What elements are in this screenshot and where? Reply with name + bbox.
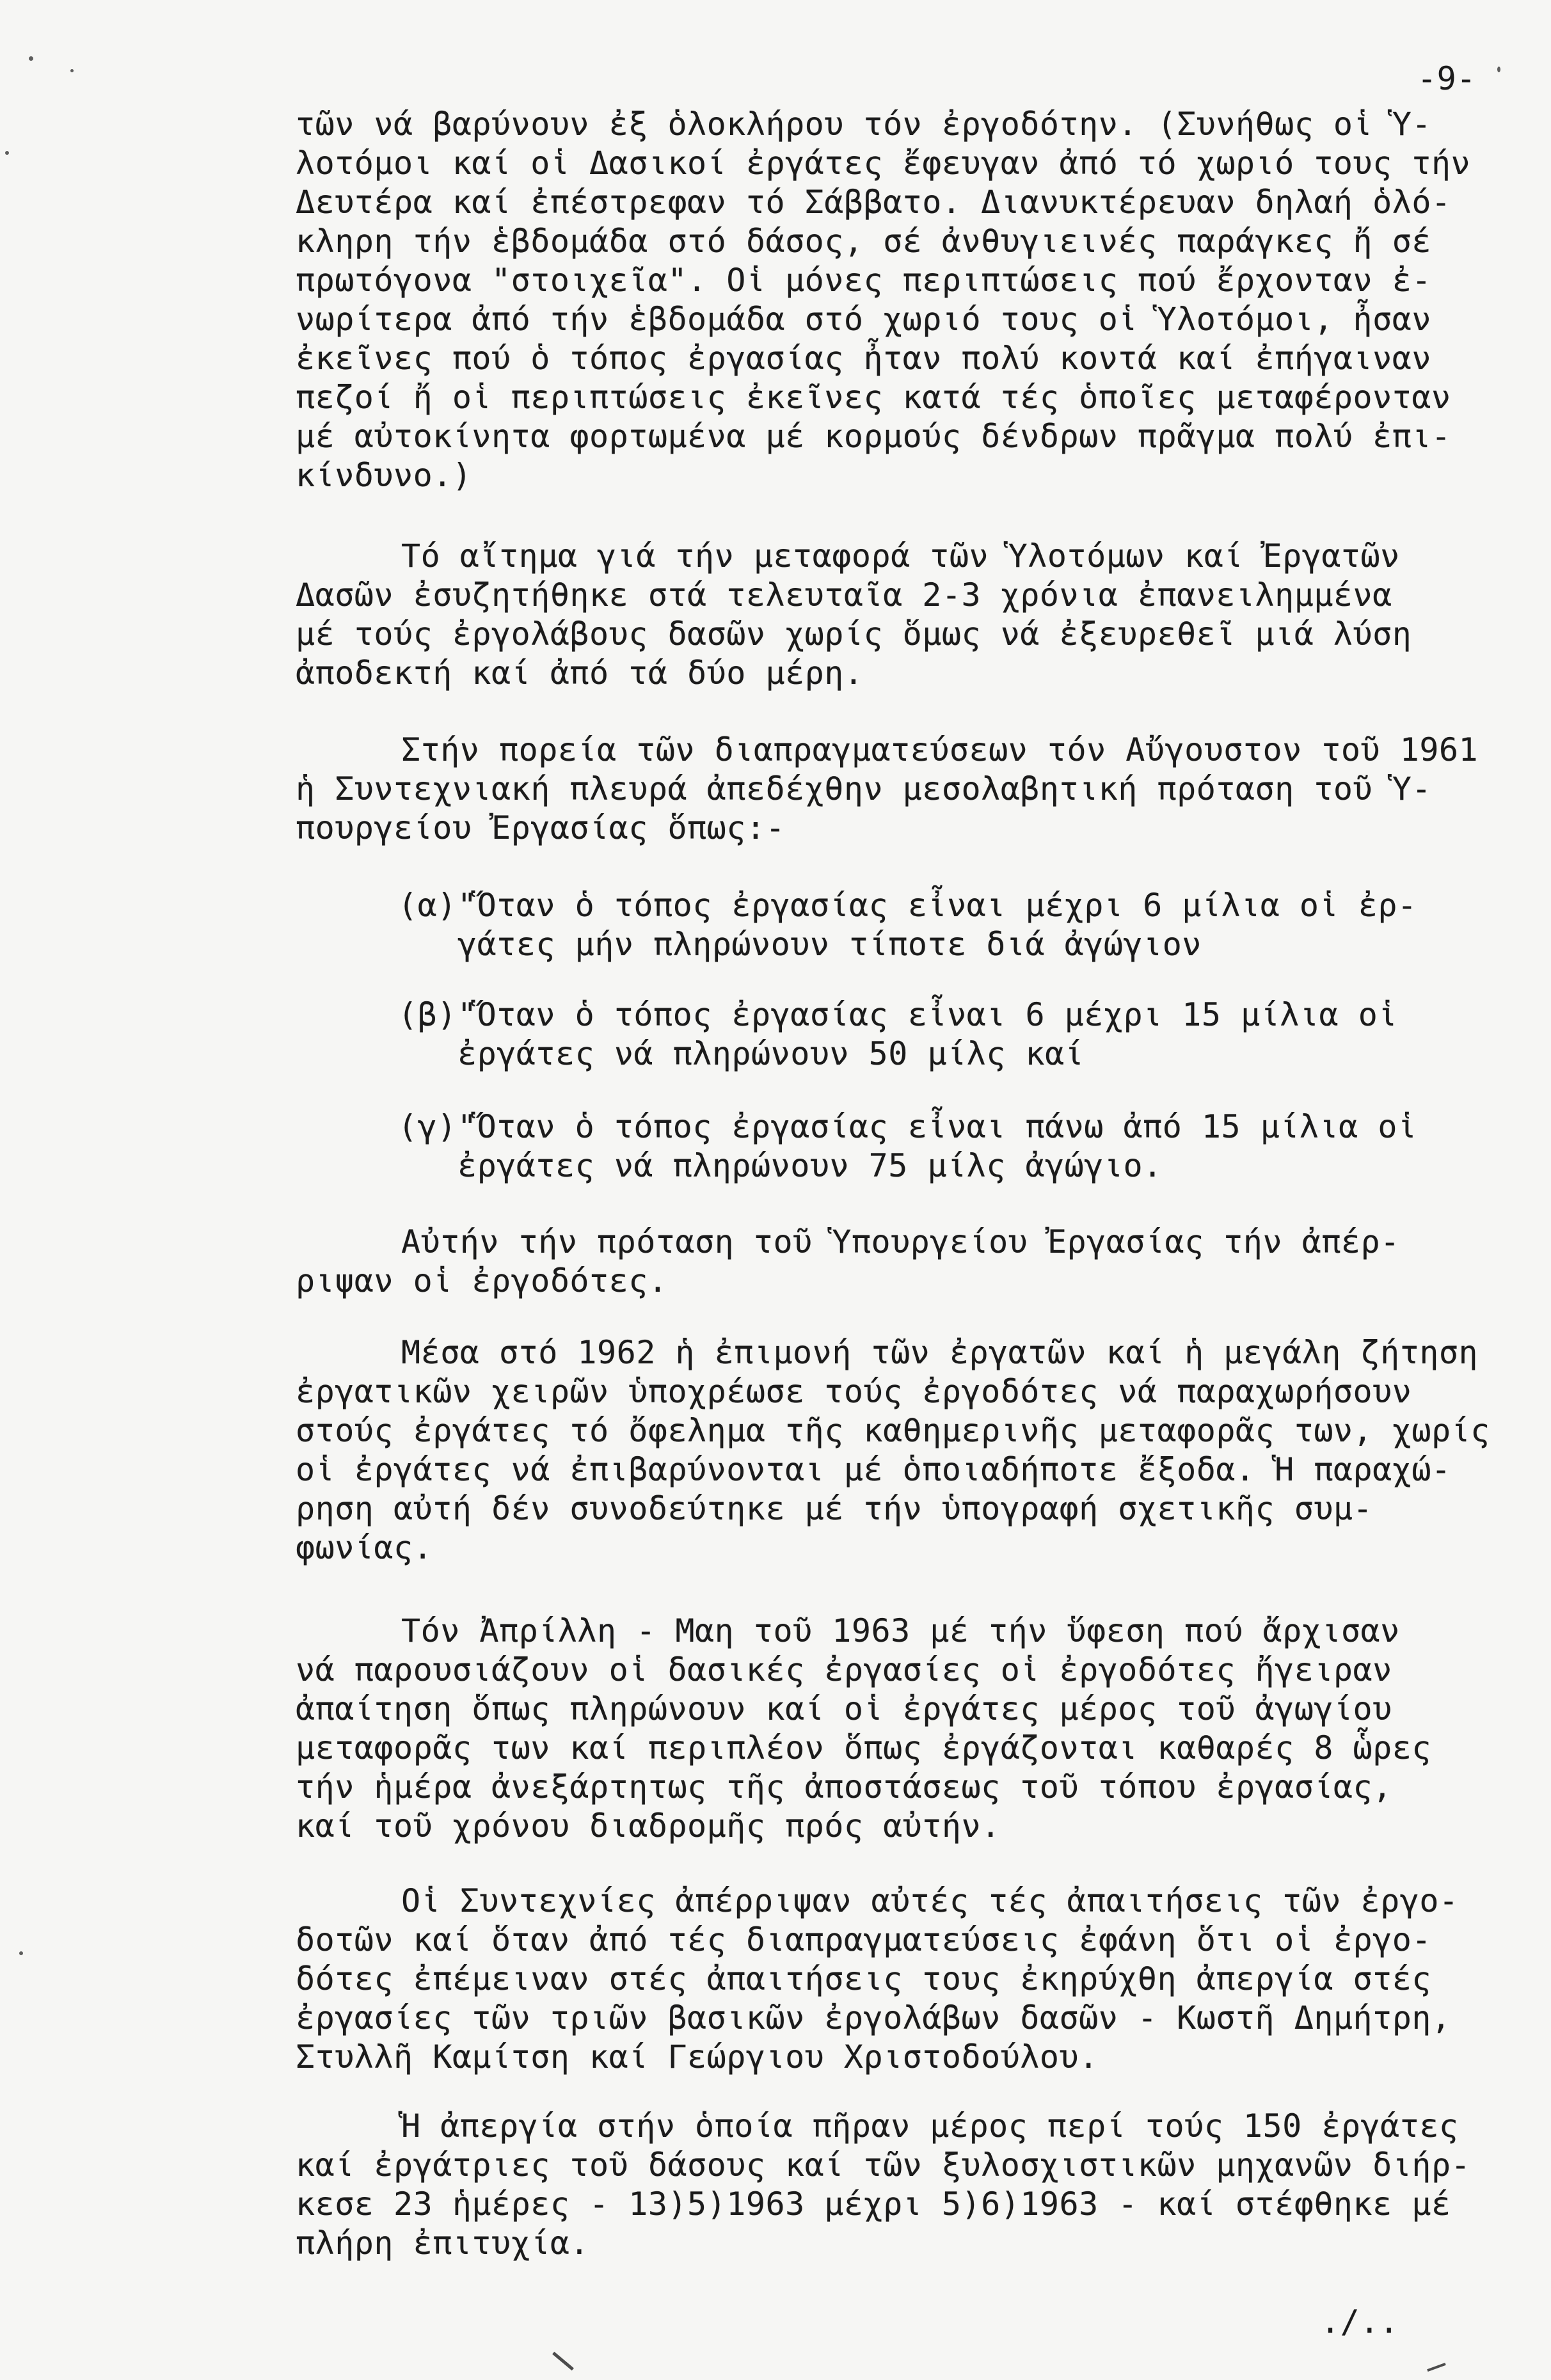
text-line: μεταφορᾶς των καί περιπλέον ὅπως ἐργάζονται καθαρές 8 ὧρες bbox=[296, 1729, 1431, 1766]
text-line: "Ὅταν ὁ τόπος ἐργασίας εἶναι 6 μέχρι 15 μίλια οἱ bbox=[457, 996, 1397, 1033]
text-line: κεσε 23 ἡμέρες - 13)5)1963 μέχρι 5)6)1963 - καί στέφθηκε μέ bbox=[296, 2186, 1451, 2223]
text-line: ρηση αὐτή δέν συνοδεύτηκε μέ τήν ὑπογραφή σχετικῆς συμ- bbox=[296, 1490, 1373, 1527]
list-item bbox=[398, 1107, 1417, 1186]
text-line: κίνδυνο.) bbox=[296, 457, 472, 494]
paragraph bbox=[296, 537, 1412, 693]
list-item-label: (γ) bbox=[398, 1108, 457, 1145]
text-line: οἱ ἐργάτες νά ἐπιβαρύνονται μέ ὁποιαδήποτε ἔξοδα. Ἡ παραχώ- bbox=[296, 1451, 1451, 1488]
paragraph bbox=[296, 731, 1478, 848]
paragraph bbox=[296, 1612, 1431, 1846]
text-line: καί τοῦ χρόνου διαδρομῆς πρός αὐτήν. bbox=[296, 1807, 1001, 1844]
text-line: νά παρουσιάζουν οἱ δασικές ἐργασίες οἱ ἐργοδότες ἤγειραν bbox=[296, 1651, 1392, 1688]
text-line: "Ὅταν ὁ τόπος ἐργασίας εἶναι πάνω ἀπό 15 μίλια οἱ bbox=[457, 1108, 1417, 1145]
text-line: ἐκεῖνες πού ὁ τόπος ἐργασίας ἦταν πολύ κοντά καί ἐπήγαιναν bbox=[296, 340, 1431, 377]
text-line: νωρίτερα ἀπό τήν ἑβδομάδα στό χωριό τους οἱ Ὑλοτόμοι, ἦσαν bbox=[296, 301, 1431, 338]
text-line: ἀπαίτηση ὅπως πληρώνουν καί οἱ ἐργάτες μέρος τοῦ ἀγωγίου bbox=[296, 1690, 1392, 1727]
text-line: καί ἐργάτριες τοῦ δάσους καί τῶν ξυλοσχιστικῶν μηχανῶν διήρ- bbox=[296, 2146, 1471, 2184]
scan-speck bbox=[552, 2352, 574, 2371]
text-line: δοτῶν καί ὅταν ἀπό τές διαπραγματεύσεις ἐφάνη ὅτι οἱ ἐργο- bbox=[296, 1921, 1431, 1958]
text-line: Οἱ Συντεχνίες ἀπέρριψαν αὐτές τές ἀπαιτήσεις τῶν ἐργο- bbox=[401, 1882, 1459, 1919]
text-line: Τό αἴτημα γιά τήν μεταφορά τῶν Ὑλοτόμων καί Ἐργατῶν bbox=[401, 537, 1400, 575]
text-line: πλήρη ἐπιτυχία. bbox=[296, 2225, 590, 2262]
text-line: κληρη τήν ἑβδομάδα στό δάσος, σέ ἀνθυγιεινές παράγκες ἤ σέ bbox=[296, 223, 1431, 260]
text-line: ἐργάτες νά πληρώνουν 75 μίλς ἀγώγιο. bbox=[457, 1147, 1163, 1184]
text-line: ἡ Συντεχνιακή πλευρά ἀπεδέχθην μεσολαβητική πρόταση τοῦ Ὑ- bbox=[296, 770, 1431, 807]
paragraph bbox=[296, 1882, 1459, 2077]
scan-speck bbox=[1427, 2363, 1446, 2372]
page-number: -9- bbox=[1417, 60, 1476, 97]
text-line: Τόν Ἀπρίλλη - Μαη τοῦ 1963 μέ τήν ὕφεση πού ἄρχισαν bbox=[401, 1612, 1400, 1649]
scan-speck bbox=[70, 69, 74, 72]
paragraph bbox=[296, 1223, 1400, 1301]
paragraph bbox=[296, 105, 1470, 495]
text-line: πουργείου Ἐργασίας ὅπως:- bbox=[296, 809, 786, 846]
text-line: γάτες μήν πληρώνουν τίποτε διά ἀγώγιον bbox=[457, 926, 1202, 963]
text-line: λοτόμοι καί οἱ Δασικοί ἐργάτες ἔφευγαν ἀπό τό χωριό τους τήν bbox=[296, 145, 1471, 182]
text-line: Μέσα στό 1962 ἡ ἐπιμονή τῶν ἐργατῶν καί ἡ μεγάλη ζήτηση bbox=[401, 1334, 1479, 1371]
text-line: Στυλλῆ Καμίτση καί Γεώργιου Χριστοδούλου. bbox=[296, 2038, 1099, 2075]
text-line: Δευτέρα καί ἐπέστρεφαν τό Σάββατο. Διανυκτέρευαν δηλαή ὁλό- bbox=[296, 184, 1451, 221]
list-item bbox=[398, 996, 1397, 1074]
text-line: πρωτόγονα "στοιχεῖα". Οἱ μόνες περιπτώσεις πού ἔρχονταν ἐ- bbox=[296, 262, 1431, 299]
scan-speck bbox=[5, 151, 9, 155]
list-item bbox=[398, 886, 1417, 964]
text-line: ἐργασίες τῶν τριῶν βασικῶν ἐργολάβων δασῶν - Κωστῆ Δημήτρη, bbox=[296, 1999, 1451, 2036]
text-line: μέ αὐτοκίνητα φορτωμένα μέ κορμούς δένδρων πρᾶγμα πολύ ἐπι- bbox=[296, 418, 1451, 455]
text-line: ἐργάτες νά πληρώνουν 50 μίλς καί bbox=[457, 1035, 1085, 1072]
scan-speck bbox=[29, 56, 33, 61]
text-line: Στήν πορεία τῶν διαπραγματεύσεων τόν Αὔγουστον τοῦ 1961 bbox=[401, 731, 1479, 768]
list-item-label: (α) bbox=[398, 887, 457, 924]
text-line: ἐργατικῶν χειρῶν ὑποχρέωσε τούς ἐργοδότες νά παραχωρήσουν bbox=[296, 1373, 1412, 1410]
text-line: στούς ἐργάτες τό ὄφελημα τῆς καθημερινῆς μεταφορᾶς των, χωρίς bbox=[296, 1412, 1490, 1449]
text-line: Ἡ ἀπεργία στήν ὁποία πῆραν μέρος περί τούς 150 ἐργάτες bbox=[401, 2107, 1459, 2145]
text-line: τήν ἡμέρα ἀνεξάρτητως τῆς ἀποστάσεως τοῦ τόπου ἐργασίας, bbox=[296, 1768, 1392, 1805]
text-line: ριψαν οἱ ἐργοδότες. bbox=[296, 1262, 668, 1299]
text-line: φωνίας. bbox=[296, 1529, 433, 1566]
text-line: "Ὅταν ὁ τόπος ἐργασίας εἶναι μέχρι 6 μίλια οἱ ἐρ- bbox=[457, 887, 1417, 924]
text-line: Δασῶν ἐσυζητήθηκε στά τελευταῖα 2-3 χρόνια ἐπανειλημμένα bbox=[296, 576, 1392, 614]
text-line: δότες ἐπέμειναν στές ἀπαιτήσεις τους ἐκηρύχθη ἀπεργία στές bbox=[296, 1960, 1431, 1997]
text-line: ἀποδεκτή καί ἀπό τά δύο μέρη. bbox=[296, 654, 864, 692]
text-line: πεζοί ἤ οἱ περιπτώσεις ἐκεῖνες κατά τές ὁποῖες μεταφέρονταν bbox=[296, 379, 1451, 416]
text-line: μέ τούς ἐργολάβους δασῶν χωρίς ὅμως νά ἐξευρεθεῖ μιά λύση bbox=[296, 615, 1412, 653]
list-item-label: (β) bbox=[398, 996, 457, 1033]
paragraph bbox=[296, 2107, 1470, 2263]
scan-speck bbox=[1497, 67, 1500, 72]
text-line: Αὐτήν τήν πρόταση τοῦ Ὑπουργείου Ἐργασίας τήν ἀπέρ- bbox=[401, 1223, 1400, 1260]
paragraph bbox=[296, 1333, 1490, 1567]
text-line: τῶν νά βαρύνουν ἐξ ὁλοκλήρου τόν ἐργοδότην. (Συνήθως οἱ Ὑ- bbox=[296, 106, 1431, 143]
scan-speck bbox=[19, 1951, 23, 1955]
continuation-mark: ./.. bbox=[1321, 2303, 1399, 2340]
